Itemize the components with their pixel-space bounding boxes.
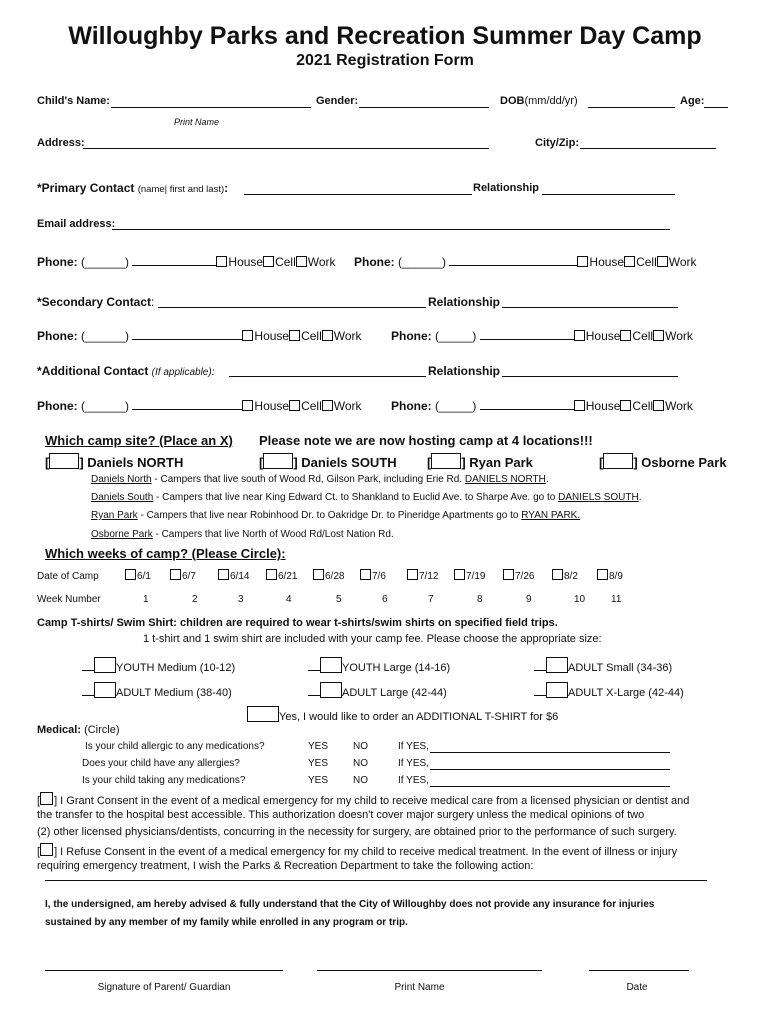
week-checkbox[interactable] — [218, 569, 229, 580]
gender-field[interactable] — [359, 107, 489, 108]
medical-yes-3[interactable]: YES — [308, 775, 329, 786]
additional-relationship-field[interactable] — [502, 376, 678, 377]
house-checkbox[interactable] — [216, 256, 227, 267]
date-of-camp-label: Date of Camp — [37, 571, 99, 582]
dob-field[interactable] — [588, 107, 675, 108]
date-line[interactable] — [589, 970, 689, 971]
week-number: 5 — [336, 594, 342, 605]
secondary-relationship-field[interactable] — [502, 307, 678, 308]
medical-ifyes-field-3[interactable] — [430, 786, 670, 787]
medical-yes-1[interactable]: YES — [308, 741, 329, 752]
week-number: 7 — [428, 594, 434, 605]
week-number-label: Week Number — [37, 594, 101, 605]
secondary-contact-label: *Secondary Contact: — [37, 295, 155, 309]
work-checkbox[interactable] — [322, 330, 333, 341]
phone-row-3b: Phone: (_____) House Cell Work — [391, 399, 693, 413]
week-date-option[interactable]: 6/28 — [313, 569, 344, 582]
email-label: Email address: — [37, 218, 116, 230]
shirts-heading: Camp T-shirts/ Swim Shirt: children are required to wear t-shirts/swim shirts on specified field trips. — [37, 617, 558, 629]
site-ryan-park[interactable]: [ ] Ryan Park — [427, 455, 533, 470]
size-youth-large[interactable]: YOUTH Large (14-16) — [308, 657, 450, 674]
medical-no-3[interactable]: NO — [353, 775, 368, 786]
medical-ifyes-2: If YES, — [398, 758, 429, 769]
cell-checkbox[interactable] — [624, 256, 635, 267]
week-checkbox[interactable] — [552, 569, 563, 580]
week-date-option[interactable]: 8/9 — [597, 569, 623, 582]
medical-ifyes-field-1[interactable] — [430, 752, 670, 753]
cell-checkbox[interactable] — [620, 400, 631, 411]
house-checkbox[interactable] — [574, 400, 585, 411]
age-field[interactable] — [704, 107, 728, 108]
primary-contact-label: *Primary Contact (name| first and last): — [37, 181, 229, 195]
size-youth-medium[interactable]: YOUTH Medium (10-12) — [82, 657, 235, 674]
print-name-hint: Print Name — [174, 117, 220, 127]
phone-row-2b: Phone: (_____) House Cell Work — [391, 329, 693, 343]
primary-relationship-label: Relationship — [473, 182, 540, 194]
secondary-relationship-label: Relationship — [428, 295, 501, 309]
work-checkbox[interactable] — [322, 400, 333, 411]
medical-question-2: Does your child have any allergies? — [82, 758, 240, 769]
form-subtitle: 2021 Registration Form — [296, 52, 474, 69]
size-adult-large[interactable]: ADULT Large (42-44) — [308, 682, 447, 699]
address-field[interactable] — [83, 148, 489, 149]
week-checkbox[interactable] — [597, 569, 608, 580]
week-checkbox[interactable] — [360, 569, 371, 580]
signature-line[interactable] — [45, 970, 283, 971]
house-checkbox[interactable] — [242, 330, 253, 341]
grant-consent-line-3: (2) other licensed physicians/dentists, concurring in the necessity for surgery, are obtained prior to the performance of such surgery. — [37, 826, 677, 838]
week-date-option[interactable]: 7/26 — [503, 569, 534, 582]
weeks-heading: Which weeks of camp? (Please Circle): — [45, 546, 286, 561]
additional-relationship-label: Relationship — [428, 364, 501, 378]
medical-ifyes-field-2[interactable] — [430, 769, 670, 770]
cell-checkbox[interactable] — [263, 256, 274, 267]
signature-caption: Signature of Parent/ Guardian — [97, 982, 231, 993]
week-checkbox[interactable] — [407, 569, 418, 580]
child-name-field[interactable] — [111, 107, 311, 108]
locations-note: Please note we are now hosting camp at 4 locations!!! — [259, 433, 593, 448]
cityzip-field[interactable] — [580, 148, 716, 149]
medical-no-1[interactable]: NO — [353, 741, 368, 752]
work-checkbox[interactable] — [296, 256, 307, 267]
refuse-consent-line-2: requiring emergency treatment, I wish the Parks & Recreation Department to take the following action: — [37, 860, 534, 872]
week-number: 11 — [611, 594, 622, 605]
site-desc-ryan: Ryan Park - Campers that live near Robinhood Dr. to Oakridge Dr. to Pineridge Apartments go to RYAN PARK. — [91, 510, 581, 521]
phone-row-3: Phone: (______) House Cell Work — [37, 399, 362, 413]
medical-ifyes-3: If YES, — [398, 775, 429, 786]
email-field[interactable] — [112, 229, 670, 230]
site-daniels-south[interactable]: [ ] Daniels SOUTH — [259, 455, 397, 470]
medical-heading: Medical: (Circle) — [37, 724, 120, 736]
additional-contact-label: *Additional Contact (If applicable): — [37, 364, 215, 378]
primary-contact-field[interactable] — [244, 194, 472, 195]
week-date-option[interactable]: 7/19 — [454, 569, 485, 582]
secondary-contact-field[interactable] — [158, 307, 426, 308]
child-name-label: Child's Name: — [37, 95, 110, 107]
additional-contact-field[interactable] — [229, 376, 426, 377]
cell-checkbox[interactable] — [289, 330, 300, 341]
week-checkbox[interactable] — [170, 569, 181, 580]
week-number: 6 — [382, 594, 388, 605]
disclaimer-line-1: I, the undersigned, am hereby advised & fully understand that the City of Willoughby does not provide any insurance for injuries — [45, 899, 655, 910]
size-adult-small[interactable]: ADULT Small (34-36) — [534, 657, 672, 674]
site-desc-osborne: Osborne Park - Campers that live North of Wood Rd/Lost Nation Rd. — [91, 529, 394, 540]
phone-row-1b: Phone: (______) House Cell Work — [354, 255, 697, 269]
grant-consent-line-2: the transfer to the hospital best accessible. This authorization doesn't cover major surgery unless the medical opinions of two — [37, 809, 645, 821]
week-date-option[interactable]: 6/21 — [266, 569, 297, 582]
week-number: 1 — [143, 594, 149, 605]
work-checkbox[interactable] — [657, 256, 668, 267]
which-site-heading: Which camp site? (Place an X) — [45, 433, 233, 448]
work-checkbox[interactable] — [653, 330, 664, 341]
phone-row-2: Phone: (______) House Cell Work — [37, 329, 362, 343]
refuse-consent-option[interactable]: [ ] I Refuse Consent in the event of a medical emergency for my child to receive medical treatment. In the event of illness or injury — [37, 843, 677, 858]
week-number: 9 — [526, 594, 532, 605]
shirts-subheading: 1 t-shirt and 1 swim shirt are included with your camp fee. Please choose the appropriate size: — [143, 633, 602, 645]
medical-no-2[interactable]: NO — [353, 758, 368, 769]
week-number: 2 — [192, 594, 198, 605]
week-number: 4 — [286, 594, 292, 605]
refuse-action-field[interactable] — [45, 880, 707, 881]
disclaimer-line-2: sustained by any member of my family while enrolled in any program or trip. — [45, 917, 408, 928]
site-desc-south: Daniels South - Campers that live near King Edward Ct. to Shankland to Euclid Ave. to Sharpe Ave. go to DANIELS SOUTH. — [91, 492, 642, 503]
medical-question-3: Is your child taking any medications? — [82, 775, 246, 786]
week-date-option[interactable]: 7/6 — [360, 569, 386, 582]
primary-relationship-field[interactable] — [542, 194, 675, 195]
medical-ifyes-1: If YES, — [398, 741, 429, 752]
week-number: 10 — [574, 594, 586, 605]
house-checkbox[interactable] — [574, 330, 585, 341]
print-name-caption: Print Name — [394, 982, 445, 993]
site-osborne-park[interactable]: [ ] Osborne Park — [599, 455, 727, 470]
grant-consent-option[interactable]: [ ] I Grant Consent in the event of a medical emergency for my child to receive medical care from a licensed physician or dentist and — [37, 792, 689, 807]
age-label: Age: — [680, 95, 705, 107]
week-date-option[interactable]: 7/12 — [407, 569, 438, 582]
address-label: Address: — [37, 137, 85, 149]
additional-tshirt-option[interactable]: Yes, I would like to order an ADDITIONAL T-SHIRT for $6 — [247, 706, 558, 723]
week-number: 8 — [477, 594, 483, 605]
week-date-option[interactable]: 6/7 — [170, 569, 196, 582]
phone-row-1: Phone: (______) House Cell Work — [37, 255, 336, 269]
week-date-option[interactable]: 6/1 — [125, 569, 151, 582]
dob-label: DOB(mm/dd/yr) — [500, 95, 578, 107]
week-checkbox[interactable] — [503, 569, 514, 580]
week-number: 3 — [238, 594, 244, 605]
house-checkbox[interactable] — [577, 256, 588, 267]
week-checkbox[interactable] — [125, 569, 136, 580]
week-checkbox[interactable] — [313, 569, 324, 580]
size-adult-xlarge[interactable]: ADULT X-Large (42-44) — [534, 682, 684, 699]
cityzip-label: City/Zip: — [535, 137, 579, 149]
date-caption: Date — [626, 982, 648, 993]
site-daniels-north[interactable]: [ ] Daniels NORTH — [45, 455, 184, 470]
gender-label: Gender: — [316, 95, 359, 107]
cell-checkbox[interactable] — [289, 400, 300, 411]
medical-question-1: Is your child allergic to any medications? — [85, 741, 265, 752]
week-checkbox[interactable] — [266, 569, 277, 580]
week-checkbox[interactable] — [454, 569, 465, 580]
size-adult-medium[interactable]: ADULT Medium (38-40) — [82, 682, 232, 699]
site-desc-north: Daniels North - Campers that live south of Wood Rd, Gilson Park, including Erie Rd. DANIELS NORTH. — [91, 474, 549, 485]
week-date-option[interactable]: 6/14 — [218, 569, 249, 582]
medical-yes-2[interactable]: YES — [308, 758, 329, 769]
form-title: Willoughby Parks and Recreation Summer Day Camp — [68, 22, 702, 50]
cell-checkbox[interactable] — [620, 330, 631, 341]
week-date-option[interactable]: 8/2 — [552, 569, 578, 582]
print-name-line[interactable] — [317, 970, 542, 971]
work-checkbox[interactable] — [653, 400, 664, 411]
house-checkbox[interactable] — [242, 400, 253, 411]
